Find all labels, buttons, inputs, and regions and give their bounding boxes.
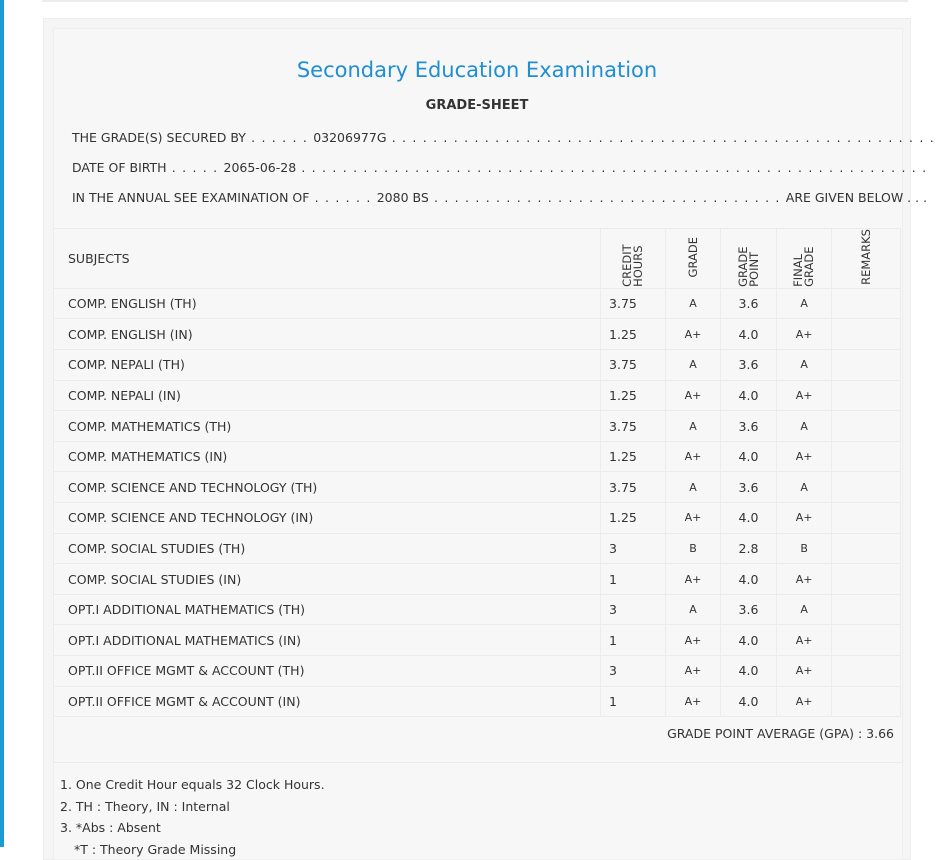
credit-cell: 1 [601, 686, 666, 717]
grade-point-cell: 4.0 [721, 686, 777, 717]
credit-cell: 3.75 [601, 411, 666, 442]
final-grade-cell: A [776, 472, 832, 503]
secured-by-line [72, 130, 935, 145]
dot-leader: . . . . . . [246, 130, 313, 145]
subject-cell: COMP. SOCIAL STUDIES (TH) [54, 533, 601, 564]
footnotes [60, 774, 325, 860]
grade-cell: A [665, 411, 720, 442]
grade-point-cell: 4.0 [721, 380, 777, 411]
subject-cell: OPT.I ADDITIONAL MATHEMATICS (IN) [54, 625, 601, 656]
dot-leader: . . . . . . . . . . . . . . . . . . . . . . . . . . . . . . . . . . [429, 190, 786, 205]
table-row [54, 594, 901, 625]
remarks-cell [832, 472, 901, 503]
credit-cell: 1 [601, 564, 666, 595]
credit-cell: 1 [601, 625, 666, 656]
credit-cell: 3.75 [601, 288, 666, 319]
gpa-label: GRADE POINT AVERAGE (GPA) : [667, 726, 866, 741]
grades-table-body [54, 288, 901, 716]
exam-year-value: 2080 BS [377, 190, 429, 205]
grade-cell: A+ [665, 625, 720, 656]
grade-point-cell: 4.0 [721, 503, 777, 534]
table-row [54, 472, 901, 503]
remarks-cell [832, 564, 901, 595]
subject-cell: COMP. NEPALI (IN) [54, 380, 601, 411]
grade-point-cell: 3.6 [721, 411, 777, 442]
grade-cell: A+ [665, 319, 720, 350]
grade-point-cell: 3.6 [721, 594, 777, 625]
footnote-item: 2. TH : Theory, IN : Internal [60, 796, 325, 818]
final-grade-cell: A+ [776, 564, 832, 595]
credit-hours-header: CREDIT HOURS [601, 229, 666, 289]
dot-leader: . . . . . . . . . . . . . . . . . . . . . . . . . . . . . . . . . . . . . . . . . . . . . . . . . . . . . . . . . . . . . [296, 160, 927, 175]
footnote-item: 1. One Credit Hour equals 32 Clock Hours. [60, 774, 325, 796]
subjects-header: SUBJECTS [54, 229, 601, 289]
subject-cell: COMP. SCIENCE AND TECHNOLOGY (TH) [54, 472, 601, 503]
grade-cell: A+ [665, 441, 720, 472]
subject-cell: OPT.II OFFICE MGMT & ACCOUNT (IN) [54, 686, 601, 717]
gpa-summary [667, 726, 894, 741]
dot-leader: . . . . . [167, 160, 224, 175]
remarks-cell [832, 350, 901, 381]
table-row [54, 533, 901, 564]
final-grade-cell: A+ [776, 380, 832, 411]
table-header-row [54, 229, 901, 289]
grade-cell: A+ [665, 503, 720, 534]
remarks-cell [832, 503, 901, 534]
symbol-number: 03206977G [313, 130, 386, 145]
credit-cell: 3.75 [601, 350, 666, 381]
final-grade-cell: B [776, 533, 832, 564]
grade-cell: A [665, 472, 720, 503]
final-grade-cell: A [776, 288, 832, 319]
table-row [54, 441, 901, 472]
grade-cell: A+ [665, 380, 720, 411]
subject-cell: COMP. MATHEMATICS (TH) [54, 411, 601, 442]
remarks-cell [832, 411, 901, 442]
final-grade-cell: A [776, 594, 832, 625]
table-row [54, 350, 901, 381]
grade-point-cell: 4.0 [721, 625, 777, 656]
remarks-cell [832, 380, 901, 411]
credit-cell: 1.25 [601, 319, 666, 350]
credit-cell: 3 [601, 594, 666, 625]
gpa-row [53, 704, 903, 763]
table-row [54, 656, 901, 687]
subject-cell: COMP. ENGLISH (IN) [54, 319, 601, 350]
table-row [54, 564, 901, 595]
table-row [54, 625, 901, 656]
grade-header: GRADE [665, 229, 720, 289]
credit-cell: 1.25 [601, 441, 666, 472]
exam-year-label: IN THE ANNUAL SEE EXAMINATION OF [72, 190, 309, 205]
credit-cell: 1.25 [601, 380, 666, 411]
exam-title: Secondary Education Examination [53, 58, 901, 82]
grade-cell: A [665, 594, 720, 625]
remarks-cell [832, 625, 901, 656]
credit-cell: 1.25 [601, 503, 666, 534]
final-grade-cell: A+ [776, 656, 832, 687]
final-grade-cell: A+ [776, 441, 832, 472]
subject-cell: OPT.I ADDITIONAL MATHEMATICS (TH) [54, 594, 601, 625]
table-row [54, 411, 901, 442]
top-divider [42, 0, 908, 2]
footnote-item: 3. *Abs : Absent [60, 817, 325, 839]
grade-cell: B [665, 533, 720, 564]
given-below-text: ARE GIVEN BELOW . . . [786, 190, 927, 205]
final-grade-cell: A+ [776, 625, 832, 656]
dot-leader: . . . . . . . . . . . . . . . . . . . . . . . . . . . . . . . . . . . . . . . . . . . . . . . . . . . . . [387, 130, 935, 145]
final-grade-cell: A+ [776, 319, 832, 350]
subject-cell: COMP. NEPALI (TH) [54, 350, 601, 381]
credit-cell: 3 [601, 533, 666, 564]
grade-sheet-heading: GRADE-SHEET [53, 98, 901, 113]
final-grade-header: FINAL GRADE [776, 229, 832, 289]
grade-point-cell: 4.0 [721, 564, 777, 595]
grade-cell: A+ [665, 656, 720, 687]
left-accent-bar [0, 0, 4, 847]
table-row [54, 288, 901, 319]
grades-table [53, 228, 901, 717]
grade-cell: A+ [665, 686, 720, 717]
grade-point-cell: 2.8 [721, 533, 777, 564]
grade-point-cell: 4.0 [721, 441, 777, 472]
dot-leader: . . . . . . [309, 190, 376, 205]
gpa-value: 3.66 [866, 726, 894, 741]
grade-cell: A [665, 350, 720, 381]
footnote-item: *T : Theory Grade Missing [60, 839, 325, 860]
dob-value: 2065-06-28 [224, 160, 297, 175]
grade-point-cell: 4.0 [721, 656, 777, 687]
grade-point-cell: 3.6 [721, 472, 777, 503]
grade-cell: A+ [665, 564, 720, 595]
table-row [54, 380, 901, 411]
grade-point-cell: 3.6 [721, 350, 777, 381]
subject-cell: COMP. MATHEMATICS (IN) [54, 441, 601, 472]
remarks-header: REMARKS [832, 229, 901, 289]
final-grade-cell: A+ [776, 686, 832, 717]
date-of-birth-line [72, 160, 927, 175]
final-grade-cell: A [776, 350, 832, 381]
grade-point-cell: 3.6 [721, 288, 777, 319]
remarks-cell [832, 441, 901, 472]
subject-cell: OPT.II OFFICE MGMT & ACCOUNT (TH) [54, 656, 601, 687]
grade-point-cell: 4.0 [721, 319, 777, 350]
remarks-cell [832, 594, 901, 625]
grade-cell: A [665, 288, 720, 319]
dob-label: DATE OF BIRTH [72, 160, 167, 175]
table-row [54, 503, 901, 534]
grade-point-header: GRADE POINT [721, 229, 777, 289]
final-grade-cell: A+ [776, 503, 832, 534]
subject-cell: COMP. SCIENCE AND TECHNOLOGY (IN) [54, 503, 601, 534]
subject-cell: COMP. SOCIAL STUDIES (IN) [54, 564, 601, 595]
remarks-cell [832, 288, 901, 319]
remarks-cell [832, 533, 901, 564]
final-grade-cell: A [776, 411, 832, 442]
table-row [54, 319, 901, 350]
remarks-cell [832, 656, 901, 687]
exam-year-line [72, 190, 927, 205]
credit-cell: 3.75 [601, 472, 666, 503]
credit-cell: 3 [601, 656, 666, 687]
remarks-cell [832, 319, 901, 350]
subject-cell: COMP. ENGLISH (TH) [54, 288, 601, 319]
secured-by-label: THE GRADE(S) SECURED BY [72, 130, 246, 145]
